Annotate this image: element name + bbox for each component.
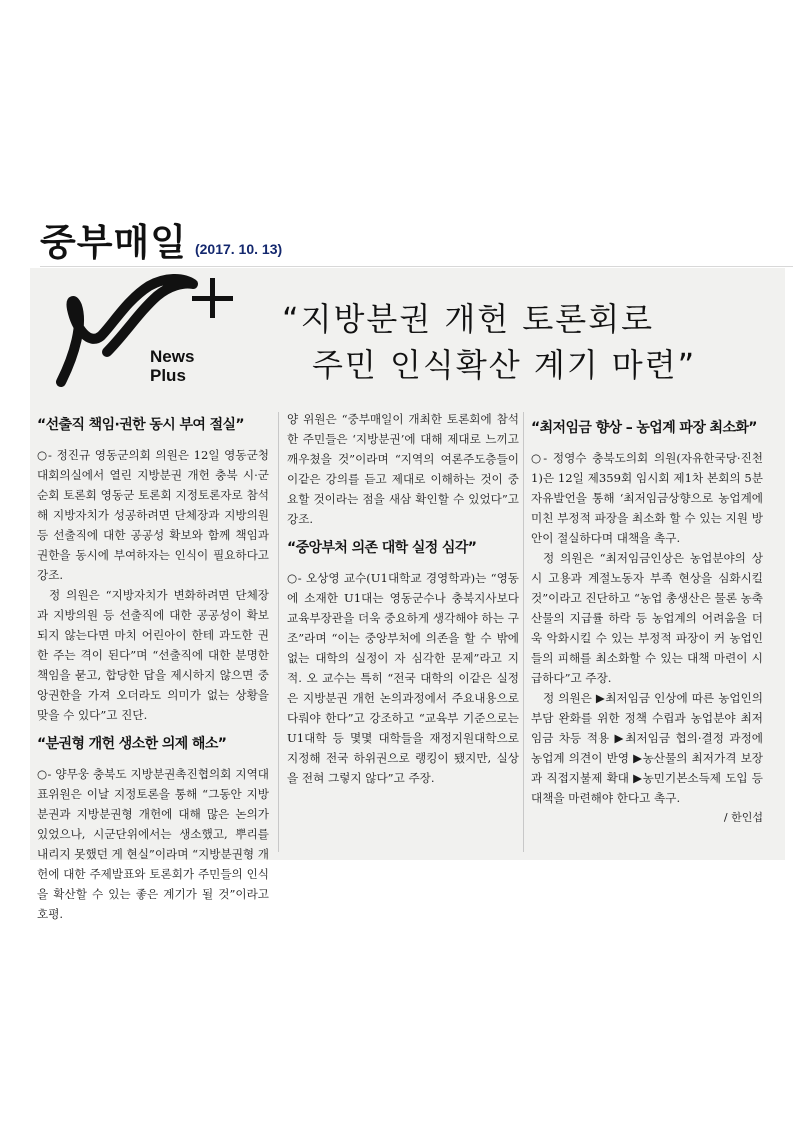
paragraph: ○- 정진규 영동군의회 의원은 12일 영동군청 대회의실에서 열린 지방분권 개헌 충북 시·군 순회 토론회 영동군 토론회 지정토론자로 참석해 지방자치가 성공하려면 단체장과 지방의원 등 선출직에 대한 공공성 확보와 함께 책임과 권한을 동시에 부여하자는 인식이 필요하다고 강조. (37, 448, 269, 582)
subheading-decentralization-amendment: “분권형 개헌 생소한 의제 해소” (37, 736, 227, 752)
headline-line-2: 주민 인식확산 계기 마련” (312, 346, 697, 384)
article-column-1 (37, 409, 269, 924)
reporter-byline: / 한인섭 (723, 811, 763, 824)
paragraph: ○- 정영수 충북도의회 의원(자유한국당·진천1)은 12일 제359회 임시회 제1차 본회의 5분 자유발언을 통해 ‘최저임금상향으로 농업계에 미친 부정적 파장을 최소화 할 수 있는 지원 방안이 절실하다며 대책을 촉구. (531, 451, 763, 545)
subheading-elected-officials: “선출직 책임·권한 동시 부여 절실” (37, 417, 245, 433)
paragraph: ○- 양무웅 충북도 지방분권촉진협의회 지역대표위원은 이날 지정토론을 통해 “그동안 지방분권과 지방분권형 개헌에 대해 많은 논의가 있었으나, 시군단위에서는 생소했고, 뿌리를 내리지 못했던 게 현실”이라며 “지방분권형 개헌에 대한 주제발표와 토론회가 주민들의 인식을 확산할 수 있는 좋은 계기가 될 것”이라고 호평. (37, 767, 269, 921)
news-plus-logo (53, 272, 243, 392)
news-plus-logo-mark-icon (53, 272, 243, 392)
article-headline (282, 296, 762, 388)
subheading-minimum-wage: “최저임금 향상 – 농업계 파장 최소화” (531, 420, 757, 436)
logo-line-plus: Plus (150, 366, 186, 385)
masthead-rule (40, 266, 793, 267)
paragraph: 양 위원은 “중부매일이 개최한 토론회에 참석한 주민들은 ‘지방분권’에 대해 제대로 느끼고 깨우쳤을 것”이라며 “지역의 여론주도층들이 이같은 강의를 듣고 제대로 이해하는 것이 중요할 것이라는 점을 새삼 확인할 수 있었다”고 강조. (287, 412, 519, 526)
news-plus-logo-text (150, 347, 194, 385)
paragraph: 정 의원은 ▶최저임금 인상에 따른 농업인의 부담 완화를 위한 정책 수립과 농업분야 최저임금 차등 적용 ▶최저임금 협의·결정 과정에 농업계 의견이 반영 ▶농산물의 최저가격 보장과 직접지불제 확대 ▶농민기본소득제 도입 등 대책을 마련해야 한다고 촉구. (531, 691, 763, 805)
headline-line-1: “지방분권 개헌 토론회로 (282, 300, 655, 338)
article-column-2 (287, 409, 519, 788)
column-divider (278, 412, 279, 852)
paragraph: 정 의원은 “지방자치가 변화하려면 단체장과 지방의원 등 선출직에 대한 공공성이 확보되지 않는다면 마치 어린아이 한테 과도한 권한 주는 격이 된다”며 “선출직에 대한 분명한 책임을 묻고, 합당한 답을 제시하지 않으면 중앙권한을 가져 오더라도 의미가 없는 상황을 맞을 수 있다”고 진단. (37, 588, 269, 722)
paragraph: 정 의원은 “최저임금인상은 농업분야의 상시 고용과 계절노동자 부족 현상을 심화시킬 것”이라고 진단하고 “농업 총생산은 물론 농축산물의 지급률 하락 등 농업계의 어려움을 더욱 악화시킬 수 있는 부정적 파장이 커 농업인들의 피해를 최소화할 수 있는 대책 마련이 시급하다”고 주장. (531, 551, 763, 685)
newspaper-name: 중부매일 (40, 221, 187, 264)
article-column-3 (531, 409, 763, 828)
publication-date: (2017. 10. 13) (194, 241, 283, 257)
masthead (40, 213, 282, 263)
logo-line-news: News (150, 347, 195, 366)
paragraph: ○- 오상영 교수(U1대학교 경영학과)는 “영동에 소재한 U1대는 영동군수나 충북지사보다 교육부장관을 더욱 중요하게 생각해야 하는 구조”라며 “이는 중앙부처에 의존을 할 수 밖에 없는 대학의 실정이 자 심각한 문제”라고 지적. 오 교수는 특히 “전국 대학의 이같은 실정은 지방분권 개헌 논의과정에서 주요내용으로 다뤄야 한다”고 강조하고 “교육부 기준으로는 U1대학 등 몇몇 대학들을 재정지원대학으로 지정해 전국 하위권으로 랭킹이 됐지만, 실상을 전혀 그렇지 않다”고 주장. (287, 571, 519, 785)
subheading-university-dependence: “중앙부처 의존 대학 실정 심각” (287, 540, 477, 556)
column-divider (523, 412, 524, 852)
